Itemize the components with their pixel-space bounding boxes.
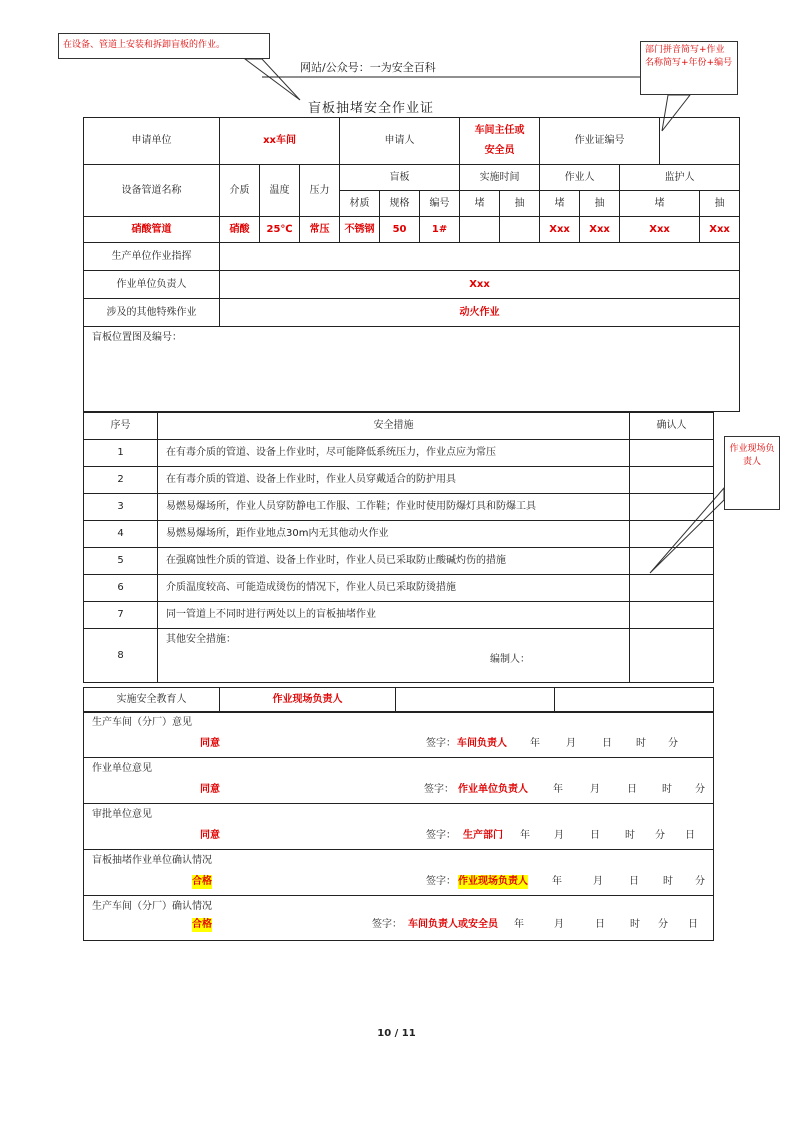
opinion-value: 合格 [192,876,212,887]
measure-row [84,521,714,548]
spec-label: 规格 [380,191,420,217]
date-month: 月 [554,830,564,841]
special-work-value: 动火作业 [220,299,740,327]
measure-confirm [630,521,714,548]
date-day-2: 日 [685,830,695,841]
opinion-row-work-unit [84,758,714,804]
permit-no-label: 作业证编号 [540,118,660,165]
opinion-row-workshop [84,712,714,758]
measure-row [84,629,714,683]
measure-row [84,494,714,521]
opinion-label: 生产车间（分厂）意见 [92,717,192,728]
opinions-table [83,711,714,941]
opinion-row-approval [84,804,714,850]
measure-row [84,440,714,467]
date-day: 日 [627,784,637,795]
sign-value: 作业现场负责人 [458,876,528,887]
date-hour: 时 [636,738,646,749]
measure-no: 6 [84,575,158,602]
pressure-label: 压力 [300,165,340,217]
measure-no: 2 [84,467,158,494]
date-hour: 时 [663,876,673,887]
pressure-value: 常压 [300,217,340,243]
date-day: 日 [629,876,639,887]
guardian-pull-label: 抽 [700,191,740,217]
applicant-value [460,118,540,165]
measure-confirm [630,575,714,602]
callout-pointer-top-left [245,59,300,100]
callout-right-mid: 作业现场负责人 [724,436,780,510]
date-hour: 时 [662,784,672,795]
sign-value: 车间负责人 [457,738,507,749]
confirm-label: 确认人 [630,413,714,440]
other-measures-label: 其他安全措施： [166,634,236,645]
date-year: 年 [530,738,540,749]
opinion-value: 合格 [192,919,212,930]
temp-value: 25℃ [260,217,300,243]
blind-label: 盲板 [340,165,460,191]
guardian-pull-value: Xxx [700,217,740,243]
worker-label: 作业人 [540,165,620,191]
compiler-label: 编制人： [490,654,530,665]
apply-unit-label: 申请单位 [84,118,220,165]
date-hour: 时 [630,919,640,930]
measure-no: 4 [84,521,158,548]
date-minute: 分 [668,738,678,749]
opinion-row-blind-unit-confirm [84,850,714,896]
sign-value: 作业单位负责人 [458,784,528,795]
education-empty-1 [396,688,555,713]
permit-table-upper [83,117,740,412]
education-empty-2 [555,688,714,713]
worker-block-value: Xxx [540,217,580,243]
date-month: 月 [593,876,603,887]
measure-text: 在强腐蚀性介质的管道、设备上作业时，作业人员已采取防止酸碱灼伤的措施 [158,548,630,575]
date-day: 日 [590,830,600,841]
measure-no: 8 [84,629,158,683]
measure-no-label: 序号 [84,413,158,440]
impl-pull-value [500,217,540,243]
measure-confirm [630,602,714,629]
safety-measures-table [83,412,714,683]
guardian-block-value: Xxx [620,217,700,243]
sign-label: 签字： [372,919,402,930]
applicant-label: 申请人 [340,118,460,165]
opinion-value: 同意 [200,738,220,749]
date-minute: 分 [655,830,665,841]
date-minute: 分 [658,919,668,930]
measure-text: 易燃易爆场所，作业人员穿防静电工作服、工作鞋；作业时使用防爆灯具和防爆工具 [158,494,630,521]
date-month: 月 [554,919,564,930]
material-value: 不锈钢 [340,217,380,243]
date-day: 日 [602,738,612,749]
date-minute: 分 [695,784,705,795]
guardian-block-label: 堵 [620,191,700,217]
measure-row [84,602,714,629]
date-year: 年 [520,830,530,841]
opinion-label: 作业单位意见 [92,763,152,774]
date-day: 日 [595,919,605,930]
medium-value: 硝酸 [220,217,260,243]
measure-confirm [630,629,714,683]
site-header: 网站/公众号：一为安全百科 [300,61,436,74]
measure-row [84,548,714,575]
impl-block-label: 堵 [460,191,500,217]
education-label: 实施安全教育人 [84,688,220,713]
material-label: 材质 [340,191,380,217]
date-year: 年 [552,876,562,887]
measure-row [84,467,714,494]
measure-no: 1 [84,440,158,467]
sign-value: 生产部门 [463,830,503,841]
measure-no: 3 [84,494,158,521]
date-year: 年 [553,784,563,795]
measure-confirm [630,494,714,521]
sign-label: 签字： [426,738,456,749]
measure-confirm [630,548,714,575]
commander-label: 生产单位作业指挥 [84,243,220,271]
date-month: 月 [590,784,600,795]
page-number: 10 / 11 [377,1028,416,1039]
apply-unit-value: xx车间 [220,118,340,165]
temp-label: 温度 [260,165,300,217]
measure-text: 在有毒介质的管道、设备上作业时，尽可能降低系统压力，作业点应为常压 [158,440,630,467]
equip-label: 设备管道名称 [84,165,220,217]
date-year: 年 [514,919,524,930]
date-minute: 分 [695,876,705,887]
applicant-value-line2: 安全员 [484,145,515,156]
opinion-row-workshop-confirm [84,896,714,941]
sign-value: 车间负责人或安全员 [408,919,498,930]
sign-label: 签字： [426,830,456,841]
measure-confirm [630,440,714,467]
date-month: 月 [566,738,576,749]
measure-text: 在有毒介质的管道、设备上作业时，作业人员穿戴适合的防护用具 [158,467,630,494]
form-title: 盲板抽堵安全作业证 [308,101,435,116]
sign-label: 签字： [424,784,454,795]
opinion-value: 同意 [200,830,220,841]
measure-no: 5 [84,548,158,575]
impl-pull-label: 抽 [500,191,540,217]
permit-no-value [660,118,740,165]
measure-text: 同一管道上不同时进行两处以上的盲板抽堵作业 [158,602,630,629]
commander-value [220,243,740,271]
worker-block-label: 堵 [540,191,580,217]
callout-top-right: 部门拼音简写+作业名称简写+年份+编号 [640,41,738,95]
education-table [83,687,714,713]
education-value: 作业现场负责人 [220,688,396,713]
opinion-label: 生产车间（分厂）确认情况 [92,901,212,912]
opinion-label: 盲板抽堵作业单位确认情况 [92,855,212,866]
blind-location-label: 盲板位置图及编号： [84,327,740,412]
opinion-label: 审批单位意见 [92,809,152,820]
measure-header-label: 安全措施 [158,413,630,440]
date-day-2: 日 [688,919,698,930]
applicant-value-line1: 车间主任或 [474,125,525,136]
worker-pull-value: Xxx [580,217,620,243]
measure-confirm [630,467,714,494]
measure-no: 7 [84,602,158,629]
callout-top-left: 在设备、管道上安装和拆卸盲板的作业。 [58,33,270,59]
opinion-value: 同意 [200,784,220,795]
measure-text: 易燃易爆场所，距作业地点30m内无其他动火作业 [158,521,630,548]
worker-pull-label: 抽 [580,191,620,217]
number-value: 1# [420,217,460,243]
guardian-label: 监护人 [620,165,740,191]
leader-value: Xxx [220,271,740,299]
equip-value: 硝酸管道 [84,217,220,243]
sign-label: 签字： [426,876,456,887]
leader-label: 作业单位负责人 [84,271,220,299]
spec-value: 50 [380,217,420,243]
date-hour: 时 [625,830,635,841]
impl-block-value [460,217,500,243]
impl-time-label: 实施时间 [460,165,540,191]
medium-label: 介质 [220,165,260,217]
measure-row [84,575,714,602]
number-label: 编号 [420,191,460,217]
measure-text: 介质温度较高、可能造成烫伤的情况下，作业人员已采取防烫措施 [158,575,630,602]
special-work-label: 涉及的其他特殊作业 [84,299,220,327]
measure-text-other [158,629,630,683]
